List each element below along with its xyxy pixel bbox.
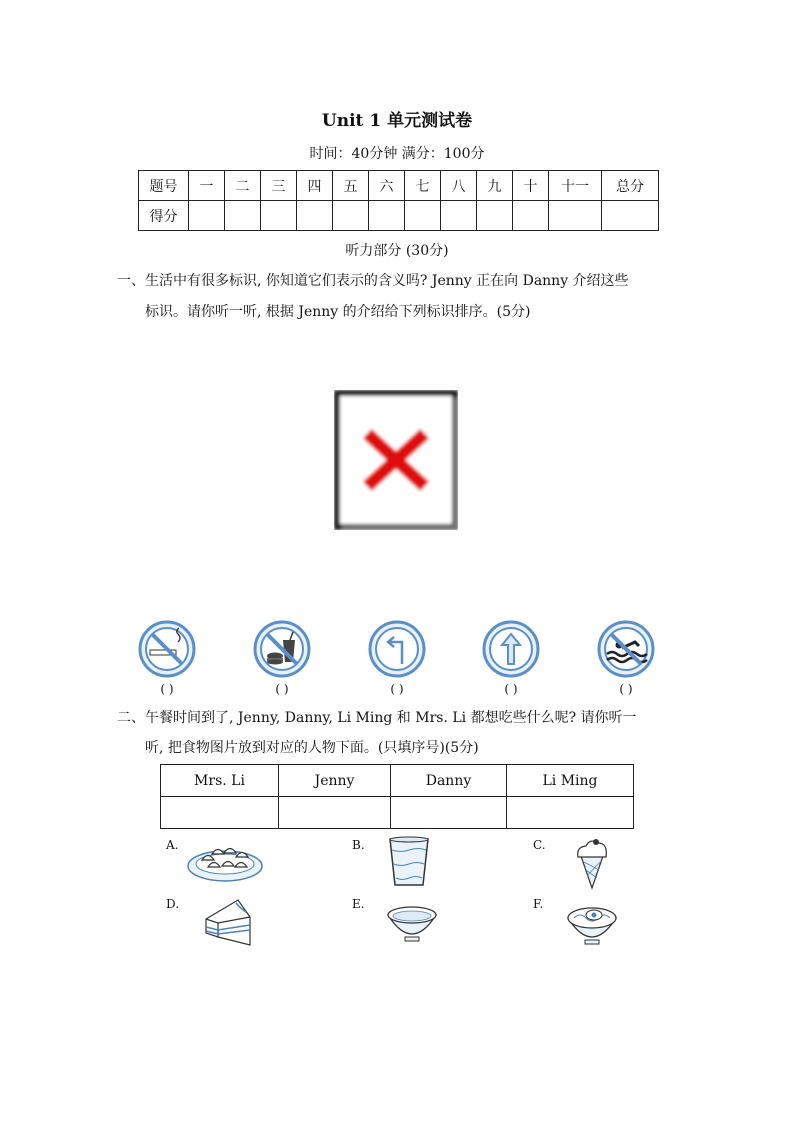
column-header: 四 (297, 171, 333, 201)
score-cell[interactable] (225, 201, 261, 231)
sign-5-answer[interactable]: ( ) (619, 682, 633, 696)
soup-bowl-icon (386, 903, 438, 943)
sign-3-answer[interactable]: ( ) (390, 682, 404, 696)
score-cell[interactable] (261, 201, 297, 231)
ice-cream-cone-icon (574, 836, 610, 890)
score-cell[interactable] (333, 201, 369, 231)
listening-section-label: 听力部分 (30分) (345, 243, 449, 259)
question-2-line-2: 听, 把食物图片放到对应的人物下面。(只填序号)(5分) (145, 740, 479, 756)
score-cell[interactable] (513, 201, 549, 231)
no-swimming-sign-icon (597, 620, 655, 678)
score-cell[interactable] (369, 201, 405, 231)
column-header: 五 (333, 171, 369, 201)
food-label-b: B. (352, 838, 365, 852)
row-label: 得分 (139, 201, 189, 231)
sign-4-answer[interactable]: ( ) (504, 682, 518, 696)
food-label-e: E. (352, 897, 365, 911)
table-row (161, 765, 634, 797)
exam-time-score: 时间：40分钟 满分：100分 (309, 146, 485, 162)
question-1-line-2: 标识。请你听一听, 根据 Jenny 的介绍给下列标识排序。(5分) (145, 304, 531, 320)
food-label-a: A. (166, 838, 179, 852)
column-header: 一 (189, 171, 225, 201)
no-food-drink-sign-icon (253, 620, 311, 678)
person-header: Li Ming (507, 765, 634, 797)
people-table (160, 764, 634, 829)
answer-cell[interactable] (507, 797, 634, 829)
score-cell[interactable] (405, 201, 441, 231)
table-row (139, 171, 659, 201)
table-row (139, 201, 659, 231)
column-header: 七 (405, 171, 441, 201)
cake-slice-icon (204, 897, 252, 947)
score-cell[interactable] (441, 201, 477, 231)
table-row (161, 797, 634, 829)
score-cell[interactable] (189, 201, 225, 231)
signs-row (0, 620, 794, 700)
column-header: 六 (369, 171, 405, 201)
sign-1-answer[interactable]: ( ) (160, 682, 174, 696)
column-header: 三 (261, 171, 297, 201)
score-cell[interactable] (477, 201, 513, 231)
question-1-line-1: 一、生活中有很多标识, 你知道它们表示的含义吗? Jenny 正在向 Danny 介绍这些 (117, 273, 629, 289)
answer-cell[interactable] (279, 797, 391, 829)
broken-image-icon (334, 390, 458, 530)
turn-left-sign-icon (368, 620, 426, 678)
page-title: Unit 1 单元测试卷 (321, 111, 473, 131)
person-header: Danny (391, 765, 507, 797)
food-label-c: C. (533, 838, 546, 852)
score-cell[interactable] (602, 201, 659, 231)
column-header: 九 (477, 171, 513, 201)
person-header: Jenny (279, 765, 391, 797)
column-header: 二 (225, 171, 261, 201)
no-smoking-sign-icon (138, 620, 196, 678)
person-header: Mrs. Li (161, 765, 279, 797)
answer-cell[interactable] (161, 797, 279, 829)
glass-of-water-icon (386, 836, 432, 888)
column-header: 总分 (602, 171, 659, 201)
sign-2-answer[interactable]: ( ) (275, 682, 289, 696)
score-table (138, 170, 659, 231)
go-straight-sign-icon (482, 620, 540, 678)
row-label: 题号 (139, 171, 189, 201)
column-header: 十一 (549, 171, 602, 201)
food-label-d: D. (166, 897, 180, 911)
food-label-f: F. (533, 897, 544, 911)
column-header: 十 (513, 171, 549, 201)
column-header: 八 (441, 171, 477, 201)
answer-cell[interactable] (391, 797, 507, 829)
score-cell[interactable] (549, 201, 602, 231)
question-2-line-1: 二、午餐时间到了, Jenny, Danny, Li Ming 和 Mrs. Li 都想吃些什么呢? 请你听一 (117, 710, 637, 726)
dumplings-plate-icon (186, 840, 264, 884)
score-cell[interactable] (297, 201, 333, 231)
noodles-bowl-icon (566, 902, 618, 946)
